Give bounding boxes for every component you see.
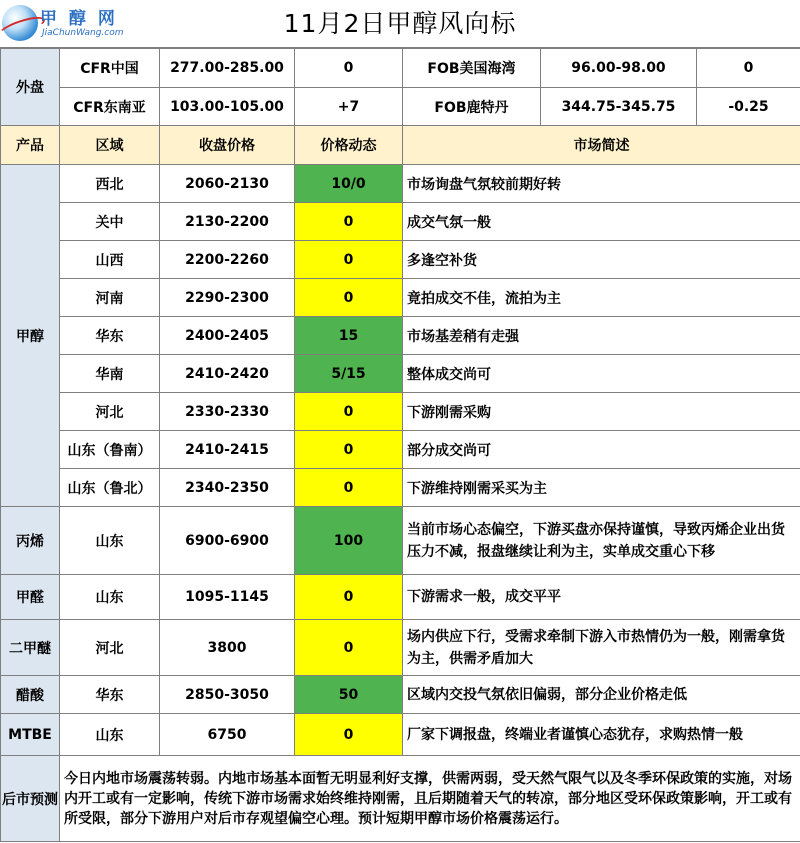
price-cell: 6900-6900 [160,507,295,575]
product-propylene: 丙烯 [1,507,60,575]
table-row [1,620,800,676]
price-cell: 2400-2405 [160,317,295,355]
change-cell: 0 [295,575,403,620]
table-row [1,279,800,317]
summary-cell: 整体成交尚可 [403,355,800,393]
summary-cell: 市场基差稍有走强 [403,317,800,355]
external-change: -0.25 [697,88,800,126]
price-cell: 2330-2330 [160,393,295,431]
summary-cell: 部分成交尚可 [403,431,800,469]
external-name: FOB美国海湾 [403,49,541,88]
table-row [1,203,800,241]
region-cell: 华东 [60,676,160,714]
external-price: 96.00-98.00 [541,49,697,88]
region-cell: 山东（鲁北） [60,469,160,507]
product-methanol: 甲醇 [1,165,60,507]
table-row [1,507,800,575]
external-row-1 [1,49,800,88]
table-row [1,431,800,469]
col-product: 产品 [1,126,60,165]
price-cell: 2340-2350 [160,469,295,507]
summary-cell: 场内供应下行，受需求牵制下游入市热情仍为一般，刚需拿货为主，供需矛盾加大 [403,620,800,676]
change-cell: 0 [295,431,403,469]
external-name: CFR东南亚 [60,88,160,126]
region-cell: 河北 [60,393,160,431]
price-cell: 2290-2300 [160,279,295,317]
forecast-text: 今日内地市场震荡转弱。内地市场基本面暂无明显利好支撑，供需两弱，受天然气限气以及冬季环保政策的实施，对场内开工或有一定影响，传统下游市场需求始终维持刚需，且后期随着天气的转凉，部分地区受环保政策影响，开工或有所受限，部分下游用户对后市存观望偏空心理。预计短期甲醇市场价格震荡运行。 [60,756,800,842]
price-cell: 2200-2260 [160,241,295,279]
indicator-table [0,48,800,842]
summary-cell: 成交气氛一般 [403,203,800,241]
product-mtbe: MTBE [1,714,60,756]
table-row [1,317,800,355]
change-cell: 5/15 [295,355,403,393]
logo-cn-text: 甲 醇 网 [40,9,118,29]
external-label: 外盘 [1,49,60,126]
summary-cell: 厂家下调报盘，终端业者谨慎心态犹存，求购热情一般 [403,714,800,756]
col-region: 区域 [60,126,160,165]
logo-en-text: JiaChunWang.com [42,28,124,38]
external-name: CFR中国 [60,49,160,88]
region-cell: 山东 [60,575,160,620]
summary-cell: 市场询盘气氛较前期好转 [403,165,800,203]
product-formaldehyde: 甲醛 [1,575,60,620]
region-cell: 华东 [60,317,160,355]
summary-cell: 竟拍成交不佳，流拍为主 [403,279,800,317]
table-row [1,469,800,507]
price-cell: 6750 [160,714,295,756]
region-cell: 山西 [60,241,160,279]
change-cell: 15 [295,317,403,355]
price-cell: 1095-1145 [160,575,295,620]
region-cell: 山东（鲁南） [60,431,160,469]
col-change: 价格动态 [295,126,403,165]
region-cell: 山东 [60,507,160,575]
product-dme: 二甲醚 [1,620,60,676]
page-title: 11月2日甲醇风向标 [283,9,517,38]
external-name: FOB鹿特丹 [403,88,541,126]
region-cell: 山东 [60,714,160,756]
price-cell: 2850-3050 [160,676,295,714]
summary-cell: 区域内交投气氛依旧偏弱，部分企业价格走低 [403,676,800,714]
summary-cell: 下游刚需采购 [403,393,800,431]
title-row [0,0,800,48]
table-row [1,165,800,203]
region-cell: 华南 [60,355,160,393]
table-row [1,575,800,620]
change-cell: 100 [295,507,403,575]
change-cell: 0 [295,279,403,317]
price-cell: 2410-2415 [160,431,295,469]
external-row-2 [1,88,800,126]
change-cell: 0 [295,469,403,507]
table-row [1,714,800,756]
region-cell: 西北 [60,165,160,203]
col-price: 收盘价格 [160,126,295,165]
column-header-row [1,126,800,165]
product-acetic-acid: 醋酸 [1,676,60,714]
summary-cell: 多逢空补货 [403,241,800,279]
region-cell: 河南 [60,279,160,317]
external-price: 344.75-345.75 [541,88,697,126]
change-cell: 0 [295,241,403,279]
table-row [1,355,800,393]
change-cell: 10/0 [295,165,403,203]
col-summary: 市场简述 [403,126,800,165]
region-cell: 关中 [60,203,160,241]
change-cell: 0 [295,203,403,241]
price-cell: 2410-2420 [160,355,295,393]
table-row [1,393,800,431]
change-cell: 50 [295,676,403,714]
forecast-row [1,756,800,842]
external-price: 103.00-105.00 [160,88,295,126]
change-cell: 0 [295,393,403,431]
price-cell: 2060-2130 [160,165,295,203]
region-cell: 河北 [60,620,160,676]
external-change: 0 [295,49,403,88]
external-price: 277.00-285.00 [160,49,295,88]
summary-cell: 下游需求一般，成交平平 [403,575,800,620]
summary-cell: 当前市场心态偏空，下游买盘亦保持谨慎，导致丙烯企业出货压力不减，报盘继续让利为主，实单成交重心下移 [403,507,800,575]
external-change: +7 [295,88,403,126]
summary-cell: 下游维持刚需采买为主 [403,469,800,507]
external-change: 0 [697,49,800,88]
price-cell: 2130-2200 [160,203,295,241]
price-cell: 3800 [160,620,295,676]
table-row [1,241,800,279]
change-cell: 0 [295,620,403,676]
forecast-label: 后市预测 [1,756,60,842]
table-row [1,676,800,714]
change-cell: 0 [295,714,403,756]
